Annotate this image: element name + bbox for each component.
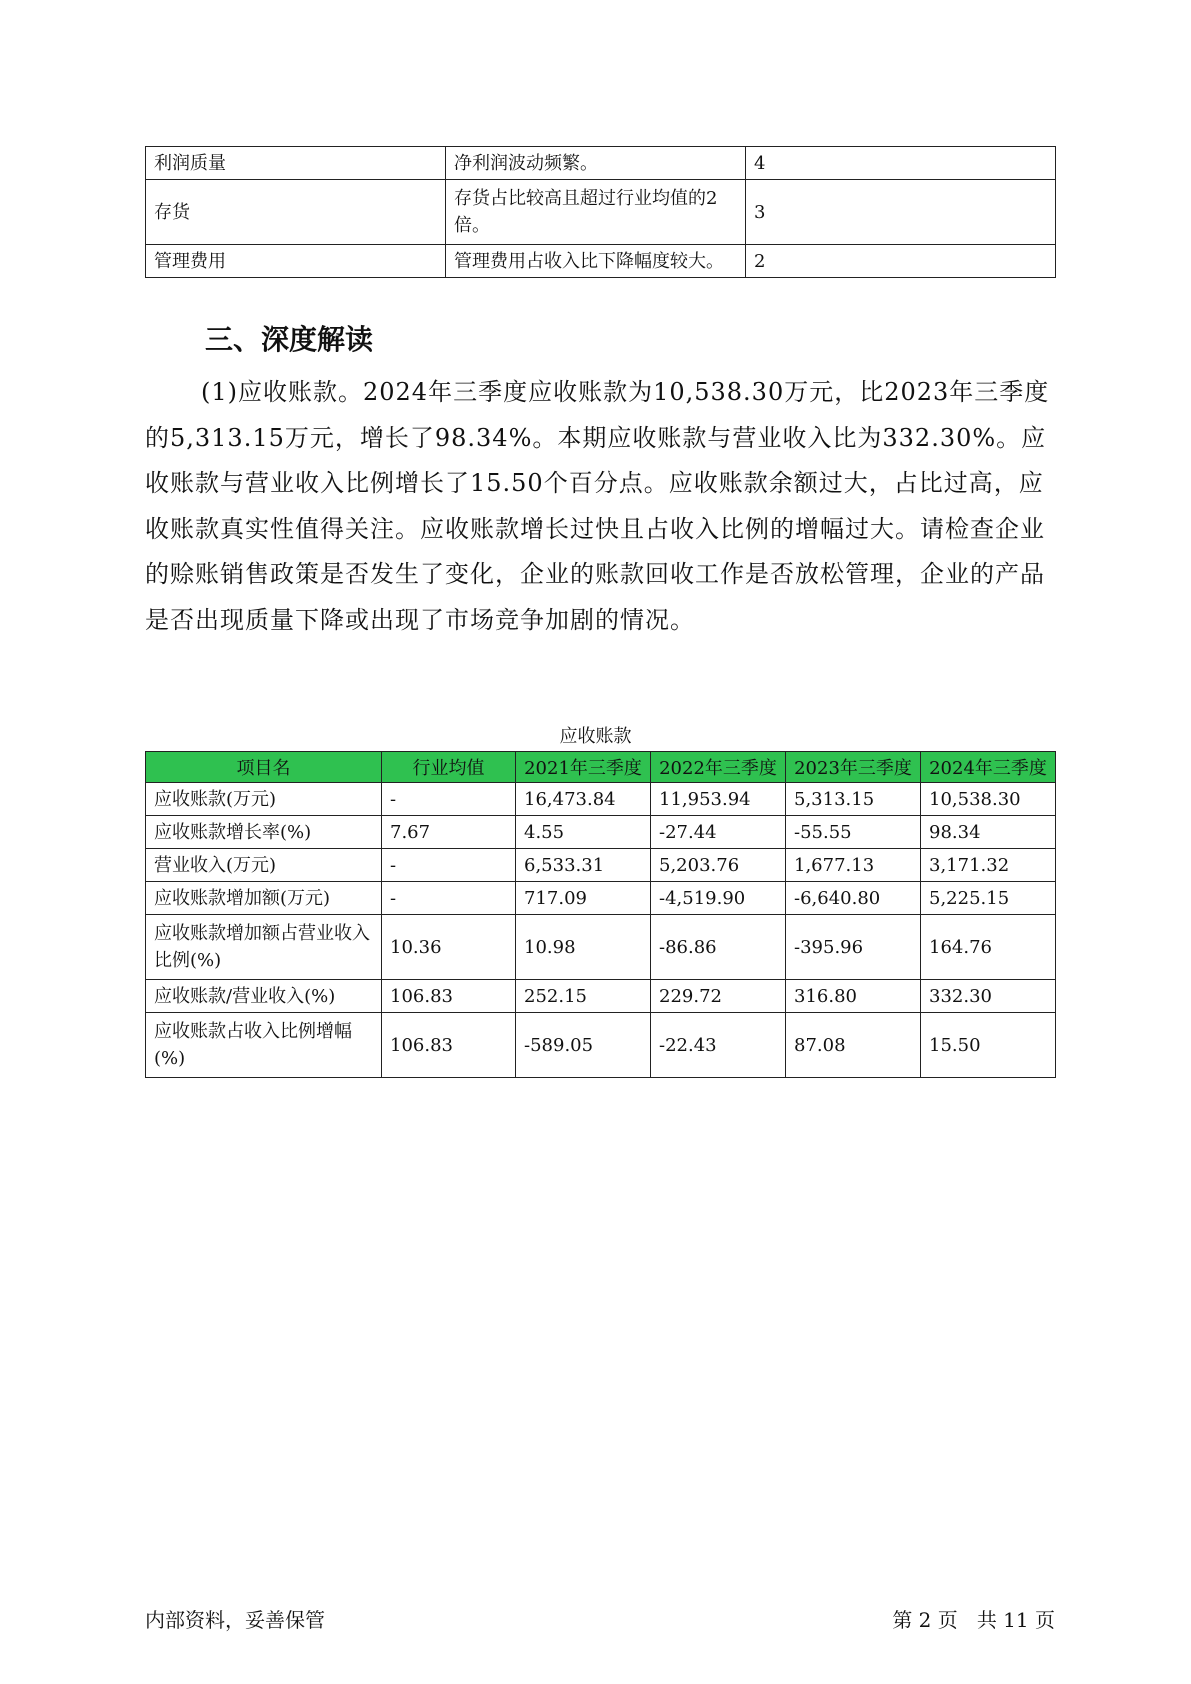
table-row bbox=[146, 915, 1056, 980]
row-label: 应收账款增加额占营业收入比例(%) bbox=[146, 915, 382, 980]
table-cell: -589.05 bbox=[516, 1013, 651, 1078]
row-label: 应收账款(万元) bbox=[146, 783, 382, 816]
table-row bbox=[146, 816, 1056, 849]
risk-score: 4 bbox=[746, 147, 1056, 180]
table-cell: -27.44 bbox=[651, 816, 786, 849]
risk-desc: 存货占比较高且超过行业均值的2倍。 bbox=[446, 180, 746, 245]
table-cell: 16,473.84 bbox=[516, 783, 651, 816]
column-header: 2024年三季度 bbox=[921, 752, 1056, 783]
table-row bbox=[146, 147, 1056, 180]
table-cell: 106.83 bbox=[382, 980, 516, 1013]
column-header: 2023年三季度 bbox=[786, 752, 921, 783]
row-label: 应收账款占收入比例增幅(%) bbox=[146, 1013, 382, 1078]
table-cell: 10,538.30 bbox=[921, 783, 1056, 816]
section-title: 三、深度解读 bbox=[205, 323, 374, 356]
risk-desc: 净利润波动频繁。 bbox=[446, 147, 746, 180]
column-header: 2022年三季度 bbox=[651, 752, 786, 783]
table-cell: - bbox=[382, 882, 516, 915]
risk-item: 存货 bbox=[146, 180, 446, 245]
table-cell: 5,225.15 bbox=[921, 882, 1056, 915]
table-row bbox=[146, 882, 1056, 915]
table-cell: -4,519.90 bbox=[651, 882, 786, 915]
table-cell: -22.43 bbox=[651, 1013, 786, 1078]
table-cell: 5,313.15 bbox=[786, 783, 921, 816]
table-cell: -6,640.80 bbox=[786, 882, 921, 915]
row-label: 营业收入(万元) bbox=[146, 849, 382, 882]
table-cell: 106.83 bbox=[382, 1013, 516, 1078]
risk-desc: 管理费用占收入比下降幅度较大。 bbox=[446, 245, 746, 278]
column-header: 行业均值 bbox=[382, 752, 516, 783]
table-cell: 10.98 bbox=[516, 915, 651, 980]
table-cell: 316.80 bbox=[786, 980, 921, 1013]
risk-score: 3 bbox=[746, 180, 1056, 245]
table-row bbox=[146, 180, 1056, 245]
table-cell: 332.30 bbox=[921, 980, 1056, 1013]
analysis-paragraph: (1)应收账款。2024年三季度应收账款为10,538.30万元，比2023年三季度的5,313.15万元，增长了98.34%。本期应收账款与营业收入比为332.30%。应收账款与营业收入比例增长了15.50个百分点。应收账款余额过大，占比过高，应收账款真实性值得关注。应收账款增长过快且占收入比例的增幅过大。请检查企业的赊账销售政策是否发生了变化，企业的账款回收工作是否放松管理，企业的产品是否出现质量下降或出现了市场竞争加剧的情况。 bbox=[145, 378, 1050, 634]
receivables-table bbox=[145, 751, 1056, 1078]
table-cell: 87.08 bbox=[786, 1013, 921, 1078]
table-cell: 6,533.31 bbox=[516, 849, 651, 882]
page-number: 第 2 页 共 11 页 bbox=[892, 1608, 1055, 1632]
risk-item: 管理费用 bbox=[146, 245, 446, 278]
table-cell: -395.96 bbox=[786, 915, 921, 980]
table-header-row bbox=[146, 752, 1056, 783]
row-label: 应收账款增加额(万元) bbox=[146, 882, 382, 915]
table-cell: 7.67 bbox=[382, 816, 516, 849]
table-cell: 4.55 bbox=[516, 816, 651, 849]
table-cell: 5,203.76 bbox=[651, 849, 786, 882]
table-cell: 10.36 bbox=[382, 915, 516, 980]
risk-item: 利润质量 bbox=[146, 147, 446, 180]
table-cell: 98.34 bbox=[921, 816, 1056, 849]
row-label: 应收账款/营业收入(%) bbox=[146, 980, 382, 1013]
table-cell: 164.76 bbox=[921, 915, 1056, 980]
table-cell: - bbox=[382, 849, 516, 882]
table-cell: 3,171.32 bbox=[921, 849, 1056, 882]
table-cell: 717.09 bbox=[516, 882, 651, 915]
table-row bbox=[146, 245, 1056, 278]
row-label: 应收账款增长率(%) bbox=[146, 816, 382, 849]
table-cell: 1,677.13 bbox=[786, 849, 921, 882]
table-cell: 252.15 bbox=[516, 980, 651, 1013]
table-caption: 应收账款 bbox=[559, 726, 632, 747]
table-cell: 11,953.94 bbox=[651, 783, 786, 816]
table-row bbox=[146, 849, 1056, 882]
table-cell: 15.50 bbox=[921, 1013, 1056, 1078]
table-cell: 229.72 bbox=[651, 980, 786, 1013]
table-cell: - bbox=[382, 783, 516, 816]
table-row bbox=[146, 1013, 1056, 1078]
risk-score: 2 bbox=[746, 245, 1056, 278]
table-cell: -55.55 bbox=[786, 816, 921, 849]
table-cell: -86.86 bbox=[651, 915, 786, 980]
risk-table bbox=[145, 146, 1056, 278]
column-header: 2021年三季度 bbox=[516, 752, 651, 783]
table-row bbox=[146, 980, 1056, 1013]
column-header: 项目名 bbox=[146, 752, 382, 783]
footer-confidential: 内部资料，妥善保管 bbox=[145, 1608, 325, 1632]
table-row bbox=[146, 783, 1056, 816]
